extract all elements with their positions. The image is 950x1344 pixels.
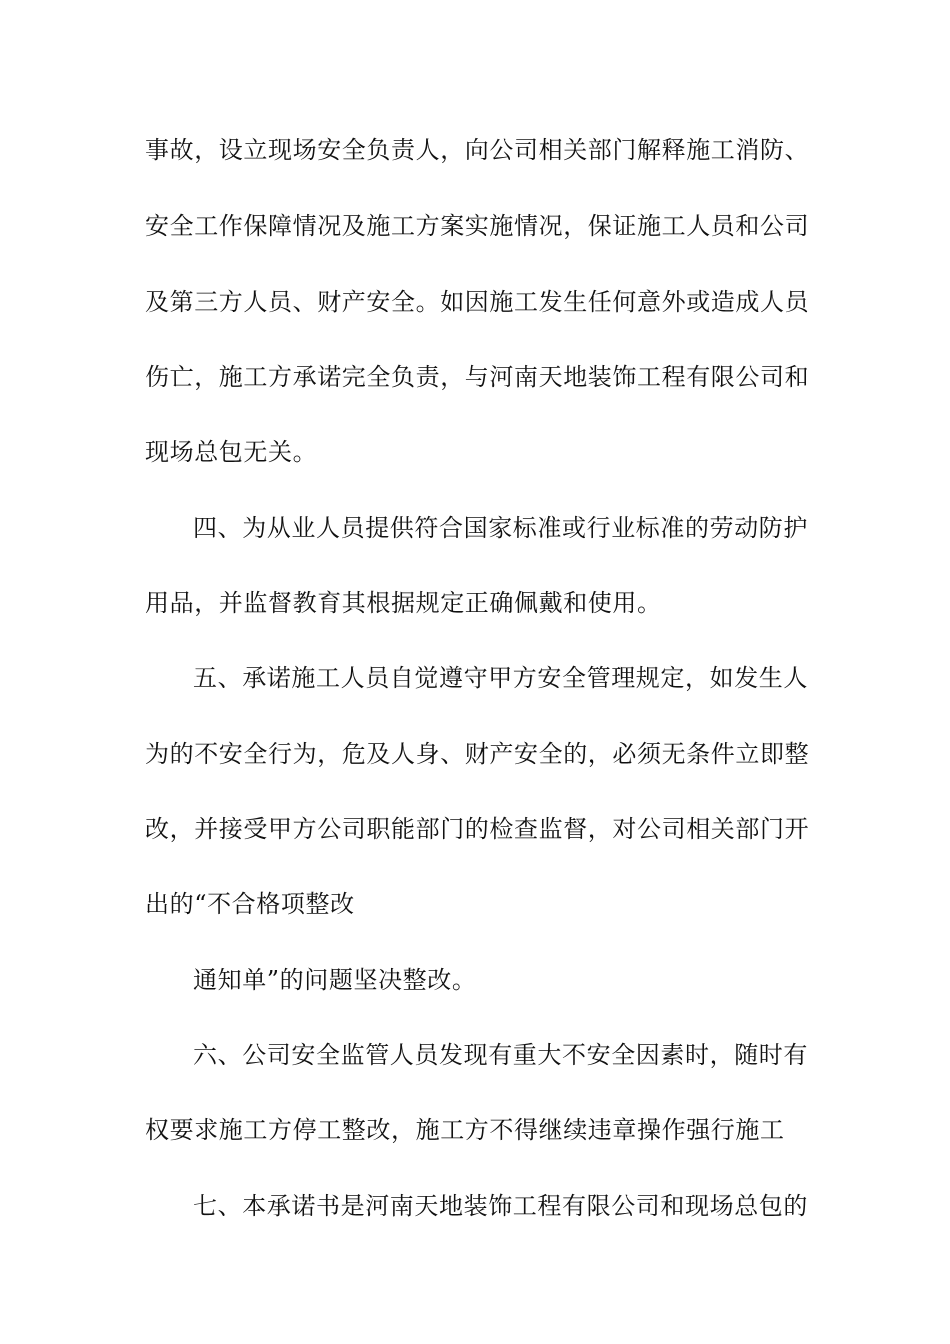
paragraph-start-line: 四、为从业人员提供符合国家标准或行业标准的劳动防护 (193, 514, 808, 542)
text-line: 现场总包无关。 (145, 438, 318, 466)
text-line: 通知单”的问题坚决整改。 (193, 966, 477, 994)
paragraph-start-line: 六、公司安全监管人员发现有重大不安全因素时，随时有 (193, 1041, 808, 1069)
text-line: 安全工作保障情况及施工方案实施情况，保证施工人员和公司 (145, 212, 810, 240)
text-line: 权要求施工方停工整改，施工方不得继续违章操作强行施工 (145, 1116, 785, 1144)
text-line: 为的不安全行为，危及人身、财产安全的，必须无条件立即整 (145, 740, 810, 768)
text-line: 及第三方人员、财产安全。如因施工发生任何意外或造成人员 (145, 288, 810, 316)
text-line: 事故，设立现场安全负责人，向公司相关部门解释施工消防、 (145, 136, 810, 164)
text-line: 出的“不合格项整改 (145, 890, 355, 918)
paragraph-start-line: 五、承诺施工人员自觉遵守甲方安全管理规定，如发生人 (193, 664, 808, 692)
text-line: 用品，并监督教育其根据规定正确佩戴和使用。 (145, 589, 662, 617)
text-line: 改，并接受甲方公司职能部门的检查监督，对公司相关部门开 (145, 815, 810, 843)
paragraph-start-line: 七、本承诺书是河南天地装饰工程有限公司和现场总包的 (193, 1192, 808, 1220)
text-line: 伤亡，施工方承诺完全负责，与河南天地装饰工程有限公司和 (145, 363, 810, 391)
